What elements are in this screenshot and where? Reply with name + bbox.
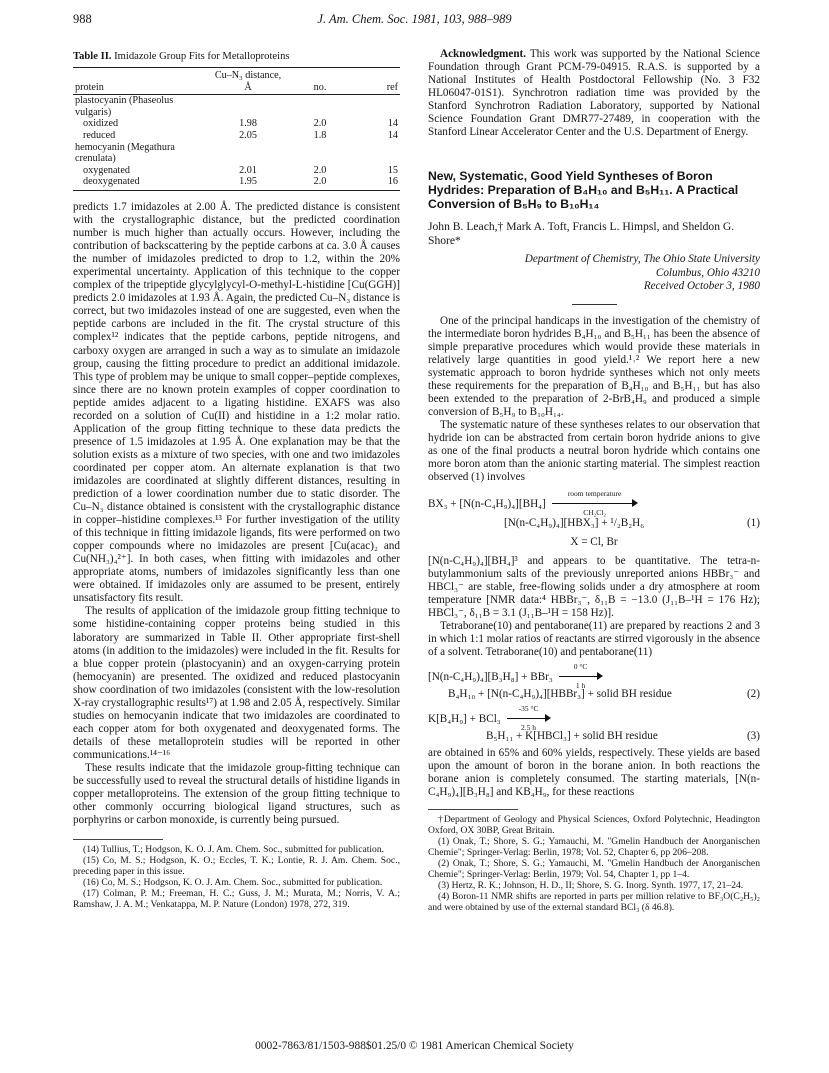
reaction-arrow [507,704,551,733]
right-paragraph-1: One of the principal handicaps in the investigation of the chemistry of the intermediate boron hydrides B₄H₁₀ and B₅H₁₁ has been the absence of simple preparative procedures which would provide these materials in relatively large quantities in good yield.¹˒² We report here a new systematic approach to boron hydride syntheses which not only meets these requirements for the preparation of B₄H₁₀ and B₅H₁₁ but has also been extended to the preparation of 2-BrB₄H₉ and produced a simple conversion of B₅H₉ to B₁₀H₁₄. [428,314,760,419]
table-caption-text: Imidazole Group Fits for Metalloproteins [114,51,290,62]
right-paragraph-5: are obtained in 65% and 60% yields, respectively. These yields are based upon the amount of boron in the borane anion. In both reactions the borane anion is completely consumed. The starting materials, [N(n-C₄H₉)₄][B₃H₈] and KB₄H₉, for these reactions [428,747,760,799]
equation-2-lhs: [N(n-C₄H₉)₄][B₃H₈] + BBr₃ [428,670,553,683]
table-row [73,176,400,190]
article-title: New, Systematic, Good Yield Syntheses of Boron Hydrides: Preparation of B₄H₁₀ and B₅H₁₁. A Practical Conversion of B₅H₉ to B₁₀H₁₄ [428,169,739,212]
table-row [73,142,400,165]
table-row [73,165,400,177]
equation-1 [428,489,760,548]
equation-2 [428,661,760,701]
left-paragraph-1: predicts 1.7 imidazoles at 2.00 Å. The predicted distance is consistent with the crystallographic distance, but the predicted coordination number is much higher than actually occurs. However, including the contribution of backscattering by the peptide carbons at ca. 3.0 Å causes the number of imidazoles predicted to drop to 1.2, within the 20% experimental uncertainty. Application of this technique to the copper complex of the tripeptide glycylglycyl-O-methyl-L-histidine [Cu(GGH)] predicts 2.0 imidazoles at 1.93 Å. Again, the predicted Cu–N₃ distance is correct, but two imidazoles instead of one are suggested, even when the peptide carbons are included in the fit. The crystal structure of this complex¹² indicates that the peptide carbons, peptide nitrogens, and carboxy oxygen are arranged in such a way as to simulate an imidazole group, causing the fitting procedure to predict an additional imidazole. This type of problem may be unique to small copper–peptide complexes, since there are no known protein examples of copper coordination to peptide amides adjacent to a ligating histidine. EXAFS was also recorded on a solution of Cu(II) and histidine in a 1:2 molar ratio. Application of the group fitting technique to these data predicts the presence of 1.5 imidazoles at 1.95 Å. One explanation may be that the solution exists as a mixture of two species, with one and two imidazoles coordinated per copper atom. An alternate explanation is that two imidazoles are coordinated at slightly different distances, resulting in prediction of a lower coordination number due to static disorder. The Cu–N₃ distance obtained is consistent with the crystallographic distance in copper–histidine complexes.¹³ For further investigation of the utility of this technique in fitting imidazole ligands, fits were performed on two copper compounds where no imidazoles are present [Cu(acac)₂ and Cu(NH₃)₄²⁺]. In both cases, when fitting with imidazoles and other appropriate atoms, numbers of imidazoles significantly less than one were obtained. If imidazoles only are assumed to be present, entirely unsatisfactory fits result. [73,200,400,605]
table-caption [73,50,400,63]
right-paragraph-2: The systematic nature of these syntheses relates to our observation that hydride ion can be abstracted from certain boron hydride anions to give as one of the final products a neutral boron hydride which contains one more boron atom than the anionic starting material. The simplest reaction observed (1) involves [428,419,760,484]
table-cell-distance: 2.05 [239,130,257,142]
equation-3-condition: -35 °C [518,704,539,714]
table-cell-protein: oxygenated [83,164,130,176]
table-header-protein: protein [73,68,212,95]
table-cell-number: 2.0 [313,118,327,130]
table-cell-protein: deoxygenated [73,176,212,190]
table-cell-distance: 1.95 [212,176,284,190]
received-date: Received October 3, 1980 [643,280,760,293]
footnotes-divider [428,809,518,810]
right-footnotes [428,814,760,913]
affiliation [428,253,760,294]
table-cell-number: 2.0 [284,176,356,190]
equation-3-lhs: K[B₄H₉] + BCl₃ [428,713,501,726]
reference-item: (15) Co, M. S.; Hodgson, K. O.; Eccles, T. K.; Lontie, R. J. Am. Chem. Soc., preceding paper in this issue. [73,855,400,878]
affiliation-department: Department of Chemistry, The Ohio State University [524,253,760,266]
left-column [73,50,400,910]
table-cell-number: 2.0 [313,164,327,176]
table-cell-distance [212,95,284,119]
table-cell-protein: hemocyanin (Megathura crenulata) [75,141,175,165]
footnote-item: (1) Onak, T.; Shore, S. G.; Yamauchi, M. "Gmelin Handbuch der Anorganischen Chemie"; Springer-Verlag: Berlin, 1978; Vol. 52, Chapter 6, pp 206–208. [428,836,760,859]
title-divider [572,304,617,305]
table-caption-label: Table II. [73,51,112,62]
left-references [73,844,400,910]
equation-1-number: (1) [746,517,760,530]
right-paragraph-4: Tetraborane(10) and pentaborane(11) are prepared by reactions 2 and 3 in which 1:1 molar ratios of reactants are stirred vigorously in the absence of a solvent. Tetraborane(10) and pentaborane(11) [428,619,760,658]
table-header-ref: ref [356,68,400,95]
reaction-arrow [552,489,638,518]
footnote-item: (2) Onak, T.; Shore, S. G.; Yamauchi, M. "Gmelin Handbuch der Anorganischen Chemie"; Springer-Verlag: Berlin, 1979; Vol. 54, Chapter 1, pp 1–4. [428,858,760,881]
article-authors: John B. Leach,† Mark A. Toft, Francis L. Himpsl, and Sheldon G. Shore* [428,220,735,247]
footnote-item: (4) Boron-11 NMR shifts are reported in parts per million relative to BF₃O(C₂H₅)₂ and were obtained by use of the external standard BCl₃ (δ 46.8). [428,891,760,914]
imidazole-fits-table [73,67,400,191]
table-cell-ref: 15 [387,164,398,176]
equation-1-lhs: BX₃ + [N(n-C₄H₉)₄][BH₄] [428,498,546,511]
footnote-item: (3) Hertz, R. K.; Johnson, H. D., II; Shore, S. G. Inorg. Synth. 1977, 17, 21–24. [438,880,744,892]
table-row [73,130,400,142]
equation-1-solvent: CH₂Cl₂ [583,508,606,518]
equation-2-condition: 0 °C [573,661,588,671]
table-cell-distance: 1.98 [239,118,257,130]
reference-item: (16) Co, M. S.; Hodgson, K. O. J. Am. Chem. Soc., submitted for publication. [83,877,383,889]
right-paragraph-3: [N(n-C₄H₉)₄][BH₄]³ and appears to be quantitative. The tetra-n-butylammonium salts of the previously unreported anions HBBr₃⁻ and HBCl₃⁻ are stable, free-flowing solids under a dry atmosphere at room temperature [NMR data:⁴ HBBr₃⁻, δ₁₁B = −13.0 (J₁₁B–¹H = 176 Hz); HBCl₃⁻, δ₁₁B = 3.1 (J₁₁B–¹H = 158 Hz)]. [428,554,760,619]
acknowledgment-label: Acknowledgment. [440,48,527,60]
table-cell-number [284,142,356,165]
equation-2-time: 1 h [575,680,586,690]
table-cell-ref [356,95,400,119]
acknowledgment [428,48,760,139]
table-header-number: no. [284,68,356,95]
table-cell-ref: 14 [387,130,398,142]
page-footer: 0002-7863/81/1503-988$01.25/0 © 1981 American Chemical Society [255,1040,574,1052]
equation-3-rhs: B₅H₁₁ + K[HBCl₃] + solid BH residue [486,730,658,743]
equation-2-rhs: B₄H₁₀ + [N(n-C₄H₉)₄][HBBr₃] + solid BH residue [448,688,672,700]
equation-1-note: X = Cl, Br [570,535,618,548]
table-cell-ref: 14 [387,118,398,130]
acknowledgment-text: This work was supported by the National Science Foundation through Grant PCM-79-04915. R.A.S. is supported by a National Institutes of Health Postdoctoral Fellowship (No. 3 F32 HL06047-01S1). Synchrotron radiation time was provided by the Stanford Synchrotron Radiation Laboratory, supported by National Science Foundation Grant DMR77-27489, in cooperation with the Stanford Linear Accelerator Center and the U.S. Department of Energy. [428,48,760,139]
page-number: 988 [73,12,92,26]
equation-1-condition: room temperature [567,489,622,499]
references-divider [73,839,163,840]
reference-item: (14) Tullius, T.; Hodgson, K. O. J. Am. Chem. Soc., submitted for publication. [83,844,385,856]
equation-2-number: (2) [746,688,760,700]
reference-item: (17) Colman, P. M.; Freeman, H. C.; Guss, J. M.; Murata, M.; Norris, V. A.; Ramshaw, J. A. M.; Venkatappa, M. P. Nature (London) 1978, 272, 319. [73,888,400,911]
table-cell-ref: 16 [356,176,400,190]
table-cell-protein: reduced [83,130,116,142]
table-cell-number: 1.8 [313,130,327,142]
table-cell-number [284,95,356,119]
table-cell-ref [356,142,400,165]
table-cell-protein: plastocyanin (Phaseolus vulgaris) [75,95,174,118]
footnote-item: †Department of Geology and Physical Sciences, Oxford Polytechnic, Headington Oxford, OX 30BP, Great Britain. [428,814,760,837]
table-cell-distance: 2.01 [239,164,257,176]
table-row [73,95,400,119]
table-row [73,118,400,130]
left-paragraph-2: The results of application of the imidazole group fitting technique to some histidine-containing copper proteins being studied in this laboratory are summarized in Table II. Other appropriate first-shell atoms (in addition to the imidazoles) were included in the fit. Results for a blue copper protein (plastocyanin) and an oxygen-carrying protein (hemocyanin) are presented. The oxidized and reduced plastocyanin show coordination of two imidazoles (consistent with the low-resolution X-ray crystallographic results¹⁷) at 1.98 and 2.05 Å, respectively. Similar studies on hemocyanin indicate that two imidazoles are coordinated to each copper atom for both oxygenated and deoxygenated forms. The details of these metalloprotein studies will be reported in other communications.¹⁴⁻¹⁶ [73,605,400,761]
reaction-arrow [559,661,603,690]
affiliation-city: Columbus, Ohio 43210 [655,266,760,279]
equation-3-time: 2.5 h [521,723,537,733]
table-cell-protein: oxidized [83,118,119,130]
right-column [428,48,760,913]
equation-3-number: (3) [746,730,760,743]
equation-1-rhs: [N(n-C₄H₉)₄][HBX₃] + ¹/₂B₂H₆ [504,517,645,530]
table-cell-distance [212,142,284,165]
journal-header: J. Am. Chem. Soc. 1981, 103, 988–989 [317,12,512,26]
left-paragraph-3: These results indicate that the imidazole group-fitting technique can be successfully used to reveal the structural details of histidine ligands in copper metalloproteins. The extension of the group fitting technique to other commonly occurring biological ligand structures, such as porphyrins or carbon monoxide, is currently being pursued. [73,762,400,827]
table-header-distance: Cu–N₃ distance, Å [212,68,284,95]
equation-3 [428,704,760,743]
